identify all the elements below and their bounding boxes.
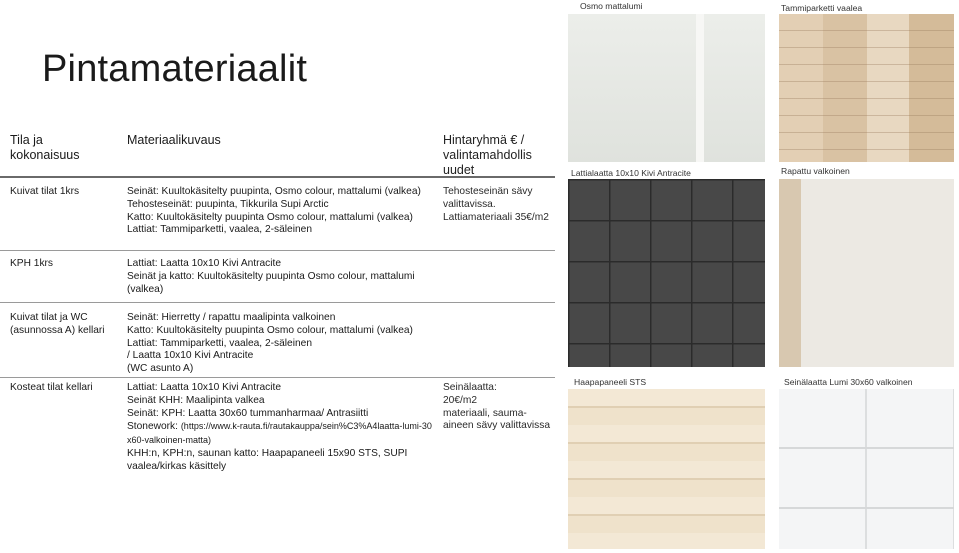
- desc-line: Seinät KHH: Maalipinta valkea: [127, 394, 265, 406]
- desc-line: / Laatta 10x10 Kivi Antracite: [127, 350, 254, 362]
- desc-line: (WC asunto A): [127, 363, 194, 375]
- price-line: 20€/m2: [443, 394, 477, 406]
- row-space: Kuivat tilat ja WC (asunnossa A) kellari: [10, 312, 105, 336]
- swatch-label-tammi: Tammiparketti vaalea: [781, 3, 863, 13]
- row-space: KPH 1krs: [10, 258, 54, 269]
- row-description: [127, 382, 432, 474]
- row-divider: [0, 250, 555, 251]
- row-divider: [0, 302, 555, 303]
- desc-line: Lattiat: Tammiparketti, vaalea, 2-säleinen: [127, 337, 312, 349]
- desc-line: KHH:n, KPH:n, saunan katto: Haapapaneeli 15x90 STS, SUPI vaalea/kirkas käsittely: [127, 447, 408, 472]
- desc-line-text: Stonework:: [127, 421, 178, 433]
- desc-line: Lattiat: Laatta 10x10 Kivi Antracite: [127, 258, 282, 269]
- desc-line: Lattiat: Tammiparketti, vaalea, 2-säleinen: [127, 224, 312, 236]
- swatch-image-laatta: [568, 179, 765, 367]
- row-price: [443, 186, 551, 224]
- table-header: [0, 126, 555, 178]
- row-description: [127, 186, 432, 237]
- swatch-label-laatta: Lattialaatta 10x10 Kivi Antracite: [571, 168, 691, 178]
- row-divider: [0, 377, 555, 378]
- desc-line: Seinät: Hierretty / rapattu maalipinta valkoinen: [127, 312, 336, 323]
- desc-line: [127, 420, 432, 448]
- table-row: [0, 382, 555, 482]
- desc-line: Seinät: Kuultokäsitelty puupinta, Osmo colour, mattalumi (valkea): [127, 186, 421, 197]
- row-space: Kuivat tilat 1krs: [10, 186, 80, 197]
- swatch-label-osmo: Osmo mattalumi: [580, 1, 643, 11]
- desc-line: Tehosteseinät: puupinta, Tikkurila Supi Arctic: [127, 198, 329, 210]
- price-line: Lattiamateriaali 35€/m2: [443, 211, 549, 223]
- header-space: Tila ja kokonaisuus: [10, 133, 80, 162]
- desc-line: Seinät: KPH: Laatta 30x60 tummanharmaa/ Antrasiitti: [127, 407, 369, 419]
- desc-line: Lattiat: Laatta 10x10 Kivi Antracite: [127, 382, 282, 393]
- stonework-link[interactable]: (https://www.k-rauta.fi/rautakauppa/sein%C3%A4laatta-lumi-30x60-valkoinen-matta): [127, 421, 432, 446]
- header-description: Materiaalikuvaus: [127, 133, 221, 147]
- swatch-image-tammi: [779, 14, 954, 162]
- swatch-label-haapa: Haapapaneeli STS: [574, 377, 647, 387]
- table-row: [0, 186, 555, 254]
- swatch-image-haapa: [568, 389, 765, 549]
- swatch-label-rapattu: Rapattu valkoinen: [781, 166, 850, 176]
- swatch-image-rapattu: [779, 179, 954, 367]
- row-description: [127, 258, 432, 296]
- table-row: [0, 312, 555, 378]
- price-line: Tehosteseinän sävy valittavissa.: [443, 186, 533, 210]
- desc-line: Seinät ja katto: Kuultokäsitelty puupinta Osmo colour, mattalumi (valkea): [127, 270, 415, 295]
- row-price: [443, 382, 551, 433]
- desc-line: Katto: Kuultokäsitelty puupinta Osmo colour, mattalumi (valkea): [127, 211, 413, 223]
- price-line: materiaali, sauma-aineen sävy valittavissa: [443, 407, 551, 432]
- desc-line: Katto: Kuultokäsitelty puupinta Osmo colour, mattalumi (valkea): [127, 324, 413, 336]
- header-price: Hintaryhmä € / valintamahdollis uudet: [443, 133, 532, 177]
- swatch-label-lumi: Seinälaatta Lumi 30x60 valkoinen: [784, 377, 913, 387]
- swatch-image-osmo: [568, 14, 765, 162]
- page-title: Pintamateriaalit: [42, 48, 308, 90]
- row-space: Kosteat tilat kellari: [10, 382, 93, 393]
- swatch-image-lumi: [779, 389, 954, 549]
- table-row: [0, 258, 555, 300]
- row-description: [127, 312, 432, 376]
- price-line: Seinälaatta:: [443, 382, 497, 393]
